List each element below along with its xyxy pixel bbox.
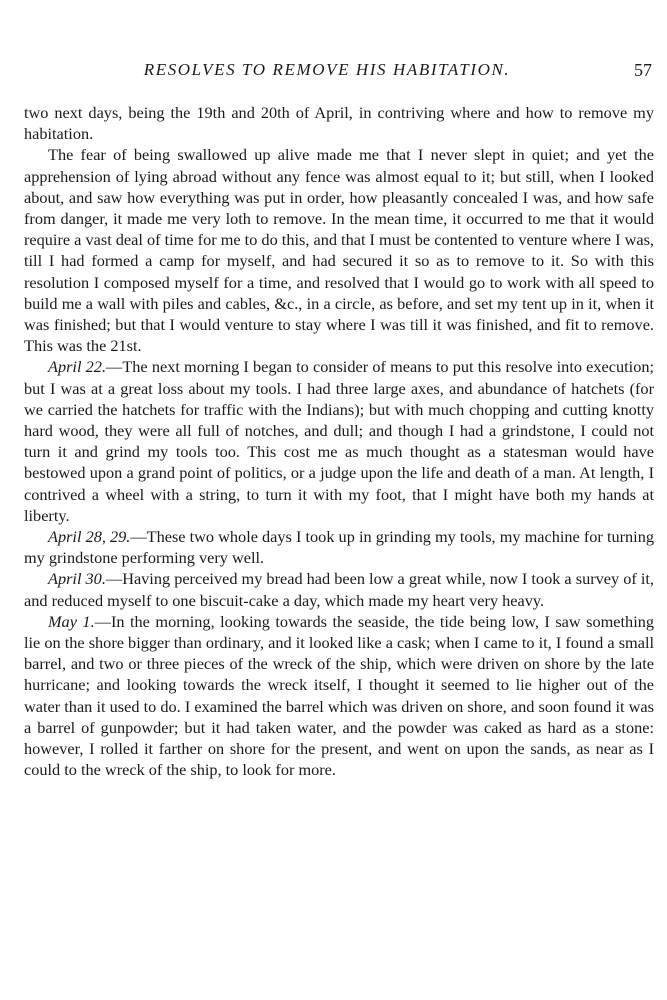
journal-entry-may-1 xyxy=(24,611,654,781)
entry-text: —Having perceived my bread had been low a great while, now I took a survey of it, and reduced myself to one biscuit-cake a day, which made my heart very heavy. xyxy=(24,569,654,610)
page-number: 57 xyxy=(634,60,652,80)
entry-date: May 1. xyxy=(48,611,95,631)
journal-entry-april-28-29 xyxy=(24,526,654,568)
entry-text: —The next morning I began to consider of means to put this resolve into execution; but I was at a great loss about my tools. I had three large axes, and abundance of hatchets (for we carried the hatchets for traffic with the Indians); but with much chopping and cutting knotty hard wood, they were all full of notches, and dull; and though I had a grindstone, I could not turn it and grind my tools too. This cost me as much thought as a statesman would have bestowed upon a grand point of politics, or a judge upon the life and death of a man. At length, I contrived a wheel with a string, to turn it with my foot, that I might have both my hands at liberty. xyxy=(24,357,654,525)
paragraph-fear-of-being-swallowed xyxy=(24,144,654,356)
paragraph-text: The fear of being swallowed up alive made me that I never slept in quiet; and yet the apprehension of lying abroad without any fence was almost equal to it; but still, when I looked about, and saw how everything was put in order, how pleasantly concealed I was, and how safe from danger, it made me very loth to remove. In the mean time, it occurred to me that it would require a vast deal of time for me to do this, and that I must be contented to venture where I was, till I had formed a camp for myself, and had secured it so as to remove to it. So with this resolution I composed myself for a time, and resolved that I would go to work with all speed to build me a wall with piles and cables, &c., in a circle, as before, and set my tent up in it, when it was finished; but that I would venture to stay where I was till it was finished, and fit to remove. This was the 21st. xyxy=(24,145,654,356)
entry-text: —In the morning, looking towards the seaside, the tide being low, I saw something lie on the shore bigger than ordinary, and it looked like a cask; when I came to it, I found a small barrel, and two or three pieces of the wreck of the ship, which were driven on shore by the late hurricane; and looking towards the wreck itself, I thought it seemed to lie higher out of the water than it used to do. I examined the barrel which was driven on shore, and soon found it was a barrel of gunpowder; but it had taken water, and the powder was caked as hard as a stone: however, I rolled it farther on shore for the present, and went on upon the sands, as near as I could to the wreck of the ship, to look for more. xyxy=(24,611,654,780)
journal-entry-april-30 xyxy=(24,568,654,610)
entry-date: April 28, 29. xyxy=(48,527,131,547)
running-title: RESOLVES TO REMOVE HIS HABITATION. xyxy=(143,60,511,79)
paragraph-continuation xyxy=(24,102,654,144)
entry-date: April 30. xyxy=(48,569,106,589)
journal-entry-april-22 xyxy=(24,356,654,526)
entry-date: April 22. xyxy=(48,357,107,377)
paragraph-text: two next days, being the 19th and 20th of April, in contriving where and how to remove my habitation. xyxy=(24,103,654,144)
entry-text: —These two whole days I took up in grinding my tools, my machine for turning my grindstone performing very well. xyxy=(24,527,654,568)
running-head xyxy=(24,58,654,90)
book-page xyxy=(24,58,654,781)
body-text xyxy=(24,102,654,781)
